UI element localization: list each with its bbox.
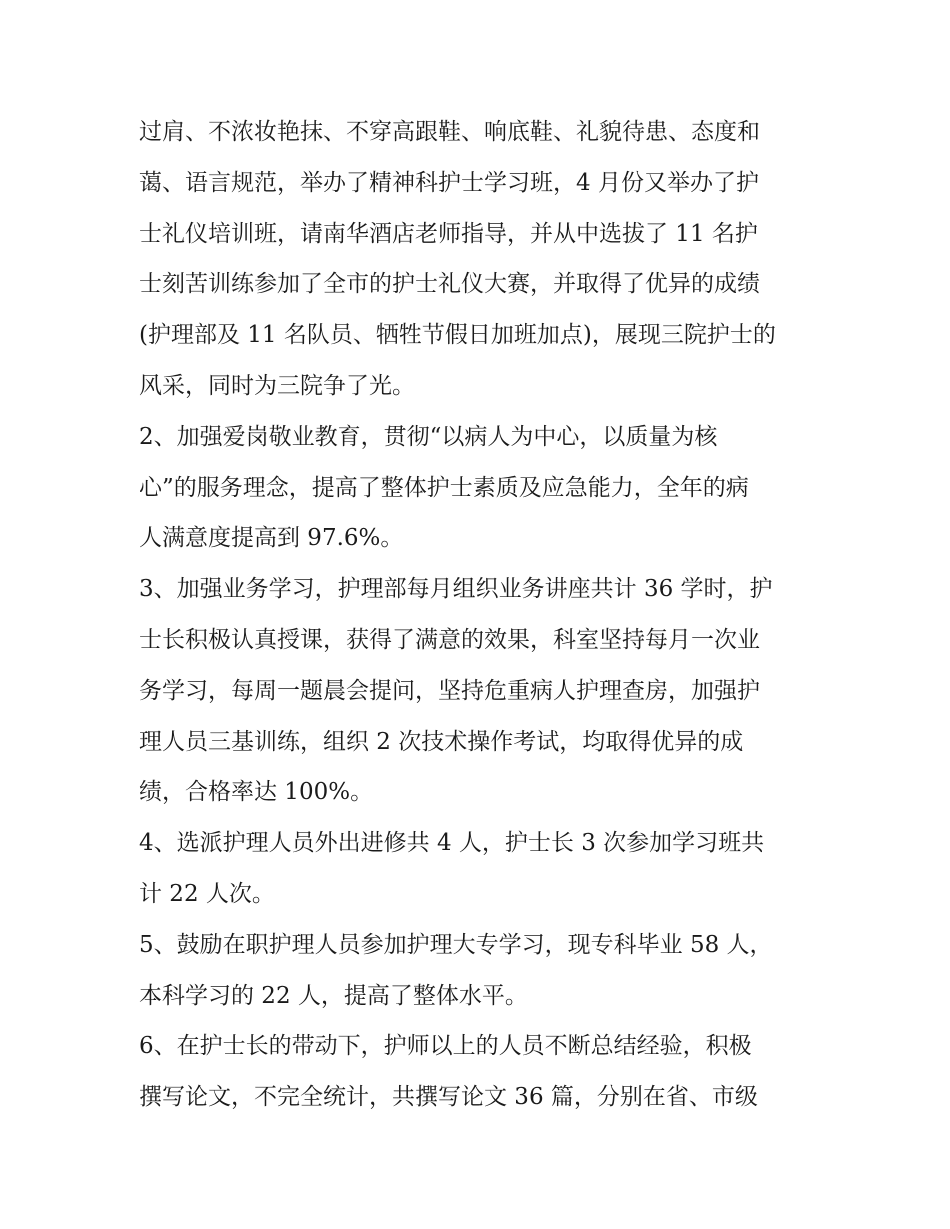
text-line: 2、加强爱岗敬业教育，贯彻“以病人为中心，以质量为核 [139,423,718,450]
text-line: 蔼、语言规范，举办了精神科护士学习班，4 月份又举办了护 [139,169,759,196]
text-line: 心”的服务理念，提高了整体护士素质及应急能力，全年的病 [139,474,749,501]
text-line: 士长积极认真授课，获得了满意的效果，科室坚持每月一次业 [139,626,760,653]
text-line: 计 22 人次。 [139,880,275,907]
text-line: 士刻苦训练参加了全市的护士礼仪大赛，并取得了优异的成绩 [139,271,760,298]
text-line: 撰写论文，不完全统计，共撰写论文 36 篇，分别在省、市级 [139,1084,758,1111]
body-text [139,107,819,1123]
text-line: 本科学习的 22 人，提高了整体水平。 [139,982,528,1009]
text-line: 务学习，每周一题晨会提问，坚持危重病人护理查房，加强护 [139,677,760,704]
text-line: 绩，合格率达 100%。 [139,779,374,806]
text-line: 过肩、不浓妆艳抹、不穿高跟鞋、响底鞋、礼貌待患、态度和 [139,119,760,145]
text-line: 6、在护士长的带动下，护师以上的人员不断总结经验，积极 [139,1033,752,1060]
text-line: 5、鼓励在职护理人员参加护理大专学习，现专科毕业 58 人， [139,931,773,958]
text-line: (护理部及 11 名队员、牺牲节假日加班加点)，展现三院护士的 [139,322,776,349]
text-line: 士礼仪培训班，请南华酒店老师指导，并从中选拔了 11 名护 [139,220,758,247]
text-line: 人满意度提高到 97.6%。 [139,525,404,552]
text-line: 理人员三基训练，组织 2 次技术操作考试，均取得优异的成 [139,728,744,755]
text-line: 4、选派护理人员外出进修共 4 人，护士长 3 次参加学习班共 [139,830,765,857]
text-line: 3、加强业务学习，护理部每月组织业务讲座共计 36 学时，护 [139,576,773,603]
text-line: 风采，同时为三院争了光。 [139,372,415,399]
